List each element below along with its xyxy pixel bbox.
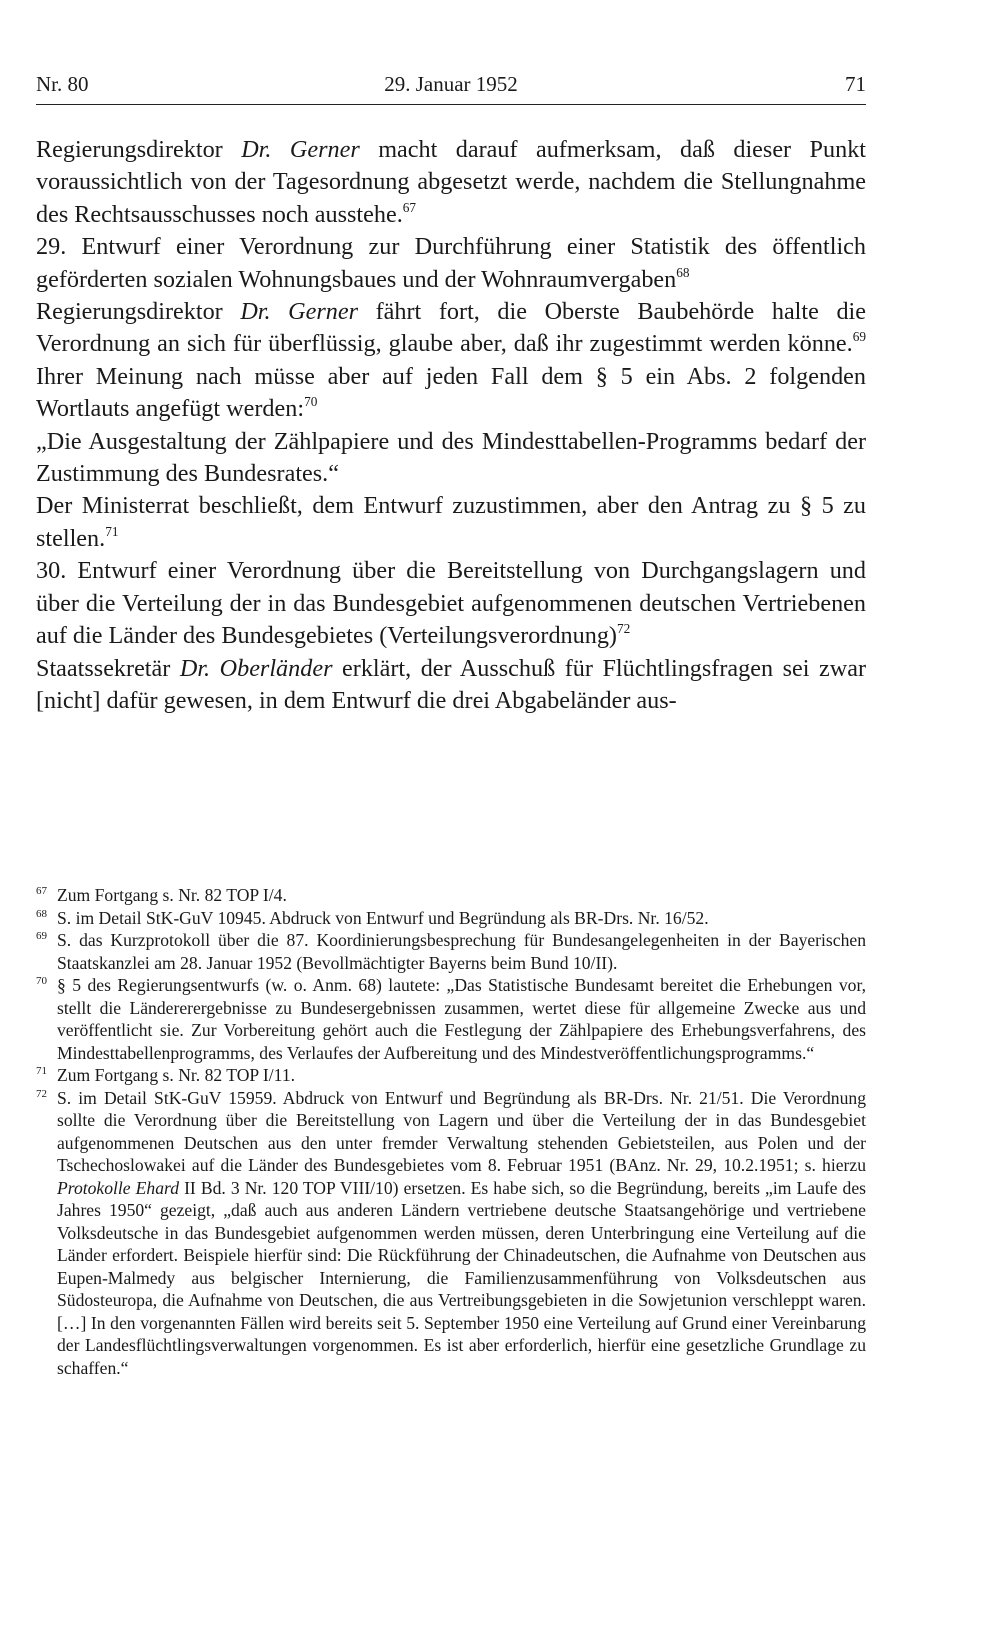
footnote xyxy=(36,907,866,930)
agenda-item-title: 29. Entwurf einer Verordnung zur Durchführung einer Statistik des öffentlich geförderten sozialen Wohnungsbaues und der Wohnraumvergaben xyxy=(36,233,866,293)
footnote-ref[interactable]: 67 xyxy=(402,199,417,215)
footnote-number: 67 xyxy=(36,885,47,897)
footnote xyxy=(36,884,866,907)
paragraph xyxy=(36,134,866,231)
header-date: 29. Januar 1952 xyxy=(384,72,518,96)
person-name: Dr. Oberländer xyxy=(179,654,333,682)
footnote-ref[interactable]: 72 xyxy=(616,621,631,637)
paragraph xyxy=(36,653,866,718)
footnote-number: 69 xyxy=(36,930,47,942)
text: Der Ministerrat beschließt, dem Entwurf zuzustimmen, aber den Antrag zu § 5 zu stellen. xyxy=(36,492,866,552)
footnote-ref[interactable]: 68 xyxy=(676,264,690,280)
text: Regierungsdirektor xyxy=(36,136,242,163)
agenda-item xyxy=(36,231,866,296)
footnote-number: 68 xyxy=(36,907,47,920)
footnote-text: S. im Detail StK-GuV 15959. Abdruck von Entwurf und Begründung als BR-Drs. Nr. 21/51. Die Verordnung sollte die Verordnung über die Bereitstellung von Lagern und über die Verteilung der in das Bundesgebiet aufgenommenen Deutschen aus den unter fremder Verwaltung stehenden Gebietsteilen, aus Polen und der Tschechoslowakei auf die Länder des Bundesgebietes vom 8. Februar 1951 (BAnz. Nr. 29, 10.2.1951; s. hierzu xyxy=(57,1087,866,1175)
document-number: Nr. 80 xyxy=(36,72,89,96)
footnote-text: Zum Fortgang s. Nr. 82 TOP I/4. xyxy=(57,885,287,905)
paragraph xyxy=(36,296,866,426)
text: erklärt, der Ausschuß für Flüchtlingsfragen sei zwar [nicht] dafür gewesen, in dem Entwurf die drei Abgabeländer aus- xyxy=(36,654,866,714)
text: macht darauf aufmerksam, daß dieser Punkt voraussichtlich von der Tagesordnung abgesetzt werde, nachdem die Stellungnahme des Rechtsausschusses noch ausstehe. xyxy=(36,136,867,228)
footnote xyxy=(36,974,866,1064)
footnote-text: S. im Detail StK-GuV 10945. Abdruck von Entwurf und Begründung als BR-Drs. Nr. 16/52. xyxy=(57,907,709,928)
footnote-text: § 5 des Regierungsentwurfs (w. o. Anm. 68) lautete: „Das Statistische Bundesamt bereitet die Erhebungen vor, stellt die Ländererergebnisse zu Bundesergebnissen zusammen, wertet diese für allgemeine Zwecke aus und veröffentlicht sie. Zur Vorbereitung gehört auch die Festlegung der Zählpapiere des Erhebungsverfahrens, des Mindesttabellenprogramms, des Verlaufes der Aufbereitung und des Mindestveröffentlichungsprogramms.“ xyxy=(57,975,866,1063)
quotation xyxy=(36,426,866,491)
text: Regierungsdirektor xyxy=(36,298,241,326)
person-name: Dr. Gerner xyxy=(241,136,360,163)
text: Ihrer Meinung nach müsse aber auf jeden Fall dem § 5 ein Abs. 2 folgenden Wortlauts angefügt werden: xyxy=(36,362,866,423)
person-name: Dr. Gerner xyxy=(240,298,359,326)
footnotes xyxy=(36,884,866,1379)
page-number: 71 xyxy=(845,72,866,96)
text: „Die Ausgestaltung der Zählpapiere und des Mindesttabellen-Programms bedarf der Zustimmung des Bundesrates.“ xyxy=(36,427,866,488)
footnote xyxy=(36,1087,866,1380)
footnote-text: II Bd. 3 Nr. 120 TOP VIII/10) ersetzen. Es habe sich, so die Begründung, bereits „im Laufe des Jahres 1950“ gezeigt, „daß auch aus anderen Ländern vertriebene deutsche Staatsangehörige und vertriebene Volksdeutsche in das Bundesgebiet aufgenommen werden müssen, deren Unterbringung eine Verteilung auf die Länder erfordert. Beispiele hierfür sind: Die Rückführung der Chinadeutschen, die Aufnahme von Deutschen aus Eupen-Malmedy aus belgischer Internierung, die Familienzusammenführung von Volksdeutschen aus Südosteuropa, die Aufnahme von Deutschen, die aus Vertreibungsgebieten in die Sowjetunion verschleppt waren. […] In den vorgenannten Fällen wird bereits seit 5. September 1950 eine Verteilung auf Grund einer Vereinbarung der Landesflüchtlingsverwaltungen vorgenommen. Es ist aber erforderlich, hierfür eine gesetzliche Grundlage zu schaffen.“ xyxy=(57,1177,867,1378)
footnote-ref[interactable]: 70 xyxy=(304,394,318,410)
footnote-ref[interactable]: 69 xyxy=(852,329,866,345)
agenda-item-title: 30. Entwurf einer Verordnung über die Bereitstellung von Durchgangslagern und über die Verteilung der in das Bundesgebiet aufgenommenen deutschen Vertriebenen auf die Länder des Bundesgebietes (Verteilungsverordnung) xyxy=(36,557,866,650)
footnote-text: Zum Fortgang s. Nr. 82 TOP I/11. xyxy=(57,1065,296,1085)
header-rule xyxy=(36,104,866,105)
main-text xyxy=(36,134,866,717)
cited-work: Protokolle Ehard xyxy=(57,1177,180,1198)
text: Staatssekretär xyxy=(36,654,180,682)
footnote-number: 71 xyxy=(36,1065,47,1077)
footnote-text: S. das Kurzprotokoll über die 87. Koordinierungsbesprechung für Bundesangelegenheiten in der Bayerischen Staatskanzlei am 28. Januar 1952 (Bevollmächtigter Bayerns beim Bund 10/II). xyxy=(57,930,866,973)
footnote-number: 72 xyxy=(36,1087,47,1100)
text: fährt fort, die Oberste Baubehörde halte die Verordnung an sich für überflüssig, glaube aber, daß ihr zugestimmt werden könne. xyxy=(36,298,866,358)
footnote xyxy=(36,1064,866,1087)
decision xyxy=(36,490,866,555)
running-header xyxy=(36,72,866,100)
footnote xyxy=(36,929,866,974)
footnote-ref[interactable]: 71 xyxy=(105,523,119,539)
agenda-item xyxy=(36,555,866,652)
footnote-number: 70 xyxy=(36,975,47,987)
